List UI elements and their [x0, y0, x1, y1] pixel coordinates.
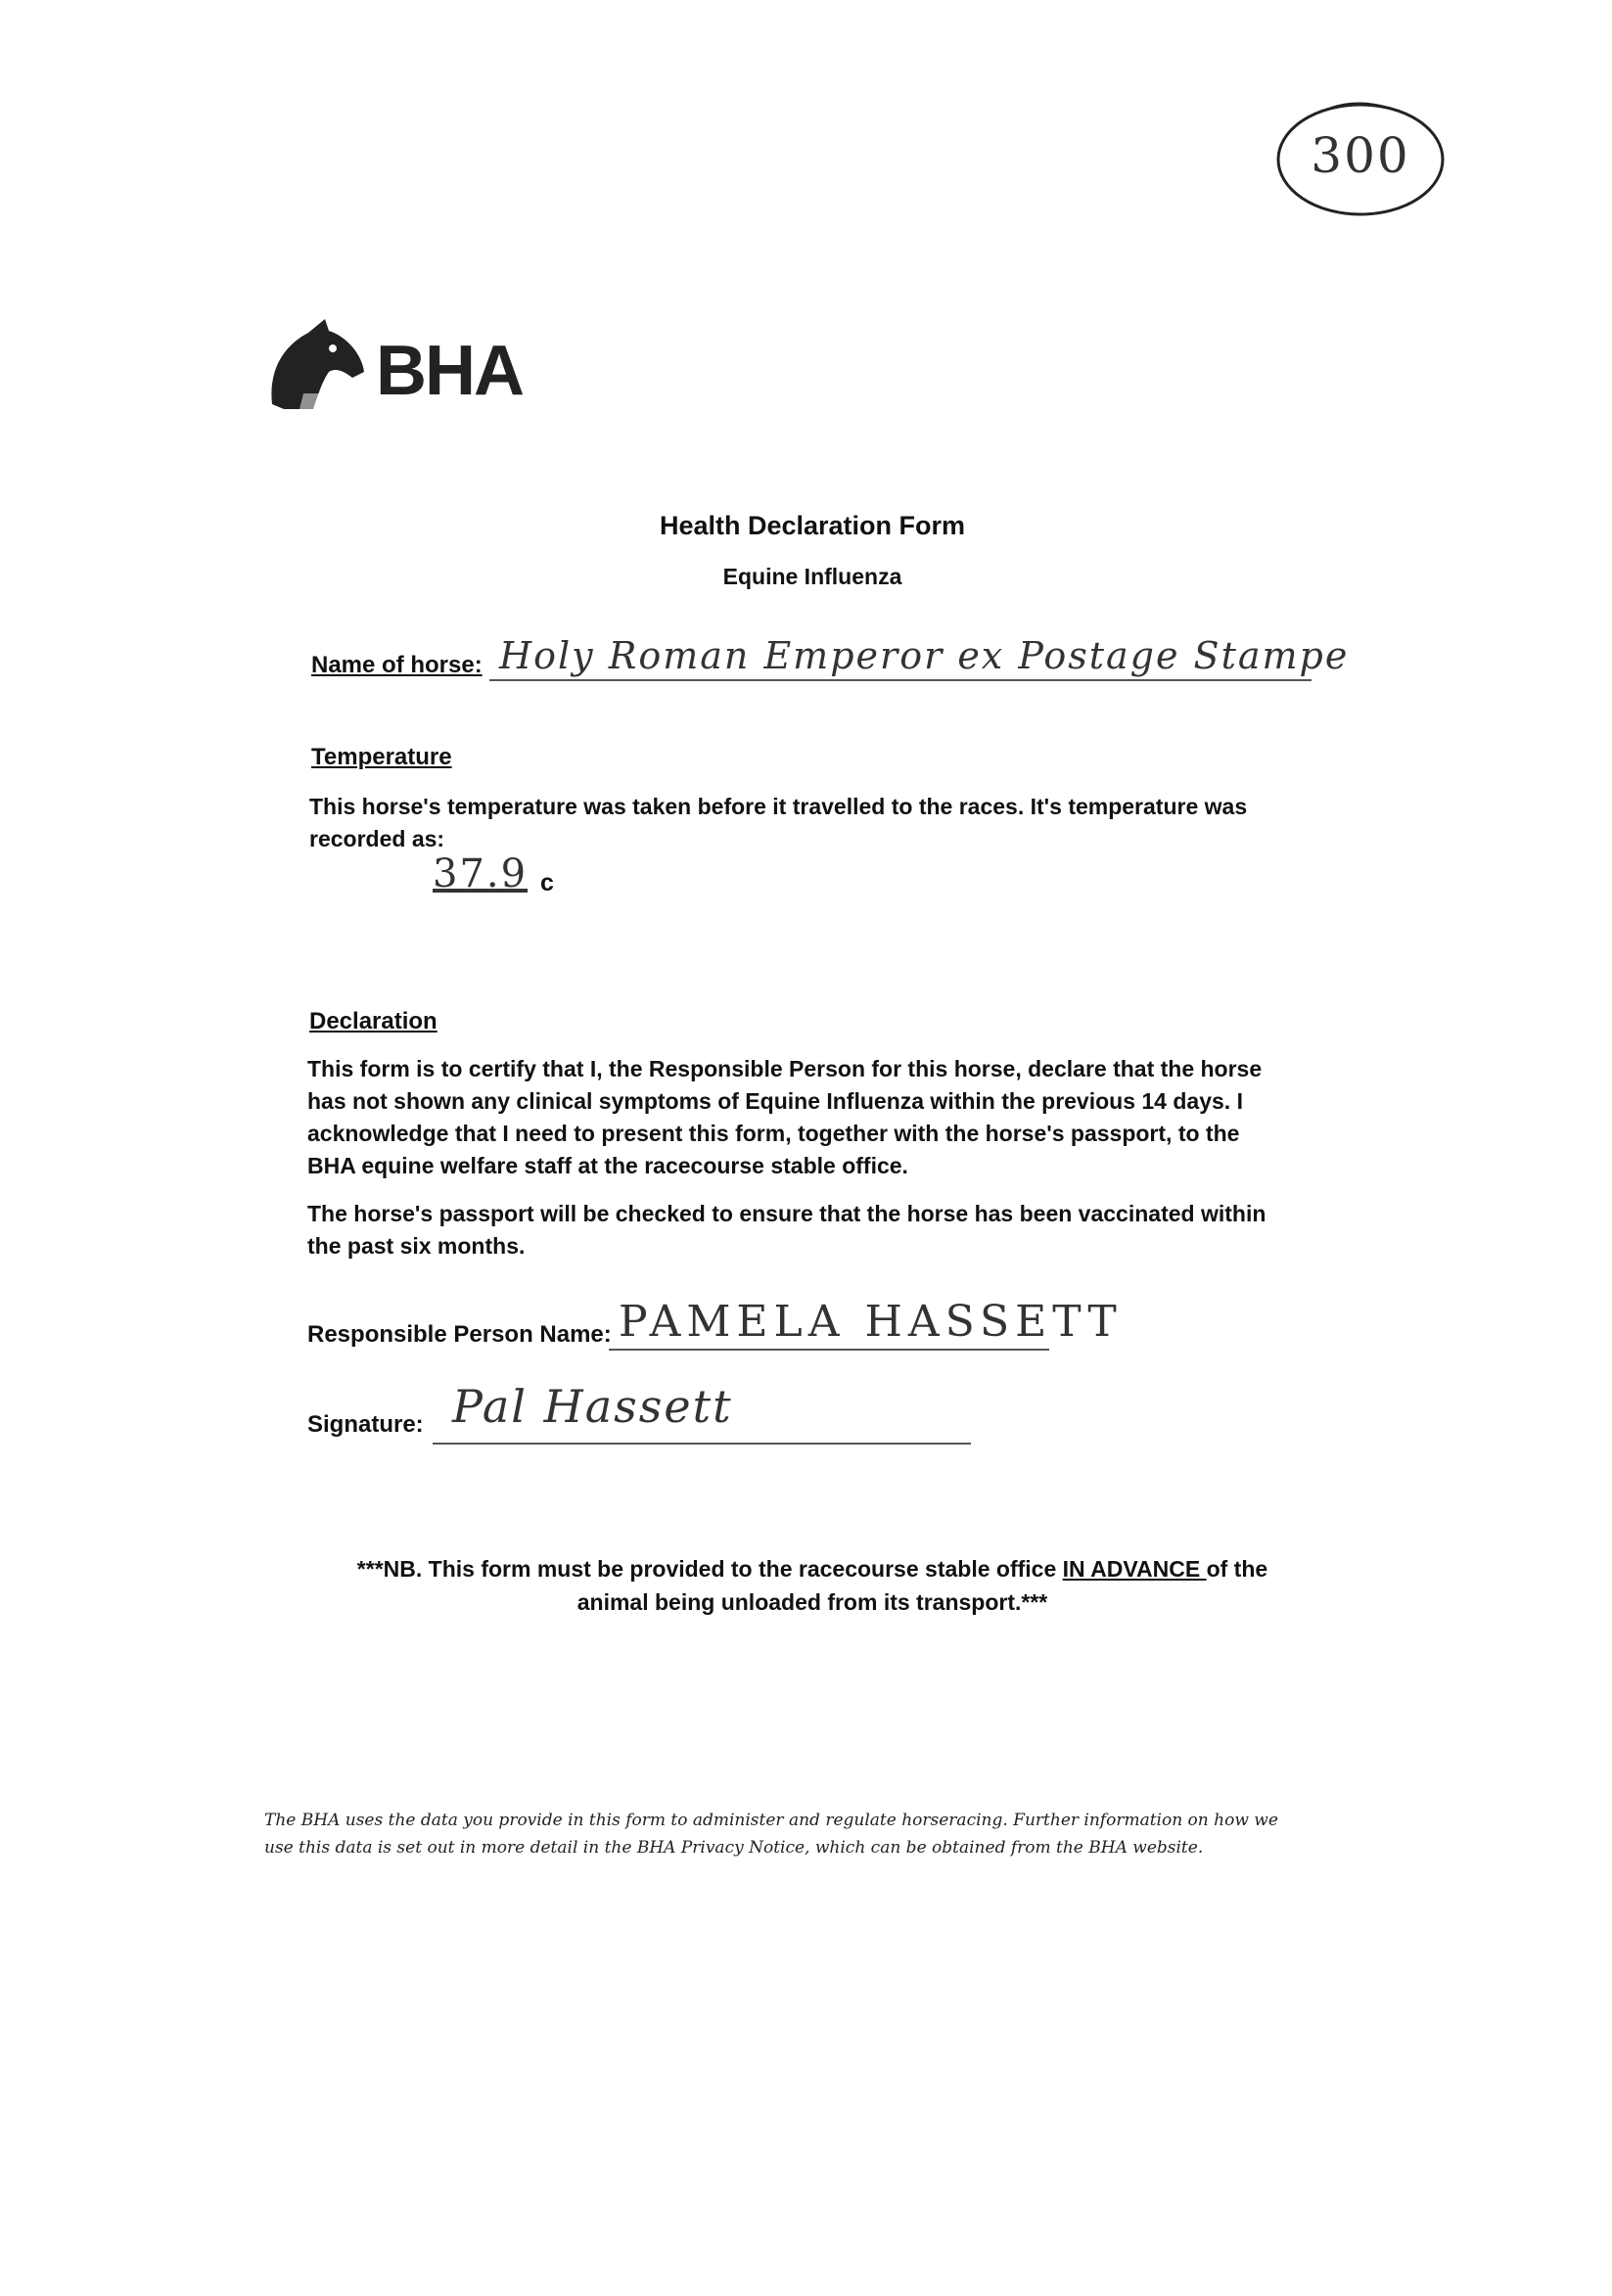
nb-emphasis: IN ADVANCE	[1062, 1556, 1207, 1582]
nb-prefix: ***NB. This form must be provided to the racecourse stable office	[356, 1556, 1063, 1582]
privacy-footer: The BHA uses the data you provide in this form to administer and regulate horseracing. Further information on how we use this data is set out in more detail in the BHA Privacy Notice, which can be obtained from the BHA website.	[264, 1811, 1278, 1858]
temperature-value: 37.9	[433, 851, 529, 896]
page-number-stamp	[1272, 98, 1449, 220]
nb-suffix: of the animal being unloaded from its transport.***	[576, 1556, 1268, 1615]
form-subtitle: Equine Influenza	[722, 564, 902, 589]
horse-head-icon	[264, 311, 372, 419]
horse-name-label: Name of horse:	[311, 652, 483, 678]
horse-name-value: Holy Roman Emperor ex Postage Stampe	[499, 634, 1350, 677]
page-number: 300	[1311, 127, 1410, 184]
responsible-person-value: PAMELA HASSETT	[619, 1297, 1123, 1347]
temperature-text: This horse's temperature was taken before it travelled to the races. It's temperature was recorded as:	[309, 794, 1248, 851]
horse-name-line	[489, 679, 1312, 681]
logo-text: BHA	[376, 332, 523, 410]
signature-value: Pal Hassett	[452, 1380, 733, 1433]
temperature-heading: Temperature	[311, 744, 452, 770]
form-title: Health Declaration Form	[659, 511, 966, 540]
temperature-unit: c	[540, 869, 554, 896]
declaration-heading: Declaration	[309, 1008, 438, 1034]
nb-notice	[323, 1552, 1302, 1619]
responsible-person-label: Responsible Person Name:	[307, 1321, 612, 1348]
signature-line	[433, 1443, 971, 1445]
responsible-person-line	[609, 1349, 1049, 1351]
declaration-paragraph-1: This form is to certify that I, the Responsible Person for this horse, declare that the horse has not shown any clinical symptoms of Equine Influenza within the previous 14 days. I acknowledge that I need to present this form, together with the horse's passport, to the BHA equine welfare staff at the racecourse stable office.	[307, 1056, 1263, 1178]
signature-label: Signature:	[307, 1411, 424, 1438]
declaration-paragraph-2: The horse's passport will be checked to ensure that the horse has been vaccinated within the past six months.	[307, 1201, 1267, 1259]
bha-logo	[264, 311, 548, 419]
